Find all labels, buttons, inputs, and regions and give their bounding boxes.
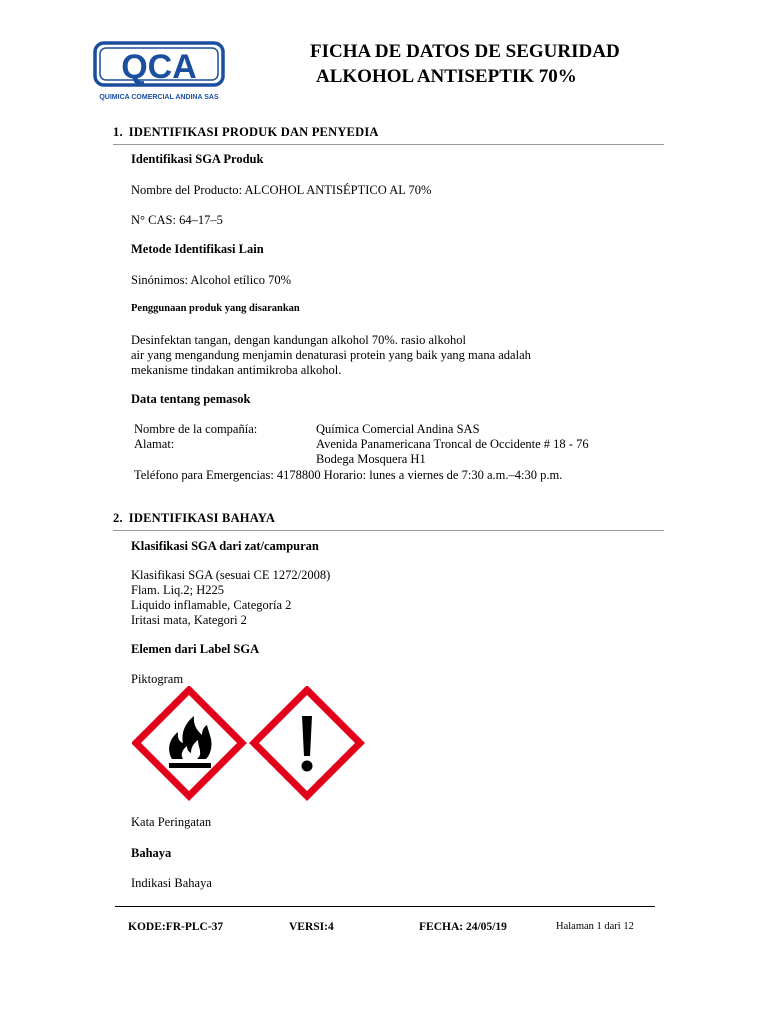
section-2-heading [113, 511, 664, 531]
pictograms [132, 686, 372, 802]
classification-line: Liquido inflamable, Categoría 2 [131, 598, 292, 612]
classification-line: Flam. Liq.2; H225 [131, 583, 225, 597]
sga-identification-heading: Identifikasi SGA Produk [131, 152, 264, 166]
address-line-1: Avenida Panamericana Troncal de Occidente # 18 - 76 [316, 437, 589, 451]
signal-word-label: Kata Peringatan [131, 815, 212, 829]
pictogram-label: Piktogram [131, 672, 184, 686]
cas-number: N° CAS: 64–17–5 [131, 213, 223, 227]
label-elements-heading: Elemen dari Label SGA [131, 642, 260, 656]
logo-text: QCA [121, 48, 197, 86]
product-name: Nombre del Producto: ALCOHOL ANTISÉPTICO AL 70% [131, 183, 432, 197]
recommended-use-line: Desinfektan tangan, dengan kandungan alkohol 70%. rasio alkohol [131, 333, 466, 347]
page-number: Halaman 1 dari 12 [556, 921, 634, 932]
section-1-heading [113, 125, 664, 145]
company-value: Química Comercial Andina SAS [316, 422, 480, 436]
document-version: VERSI:4 [289, 921, 334, 933]
hazard-statements-label: Indikasi Bahaya [131, 876, 212, 890]
recommended-use-line: air yang mengandung menjamin denaturasi protein yang baik yang mana adalah [131, 348, 531, 362]
flame-icon [136, 690, 242, 796]
document-title: FICHA DE DATOS DE SEGURIDAD [310, 41, 620, 62]
section-1-title: IDENTIFIKASI PRODUK DAN PENYEDIA [128, 125, 379, 139]
signal-word: Bahaya [131, 846, 172, 860]
classification-line: Klasifikasi SGA (sesuai CE 1272/2008) [131, 568, 331, 582]
footer-divider [115, 906, 655, 907]
supplier-heading: Data tentang pemasok [131, 392, 251, 406]
company-label: Nombre de la compañía: [134, 422, 258, 436]
recommended-use-line: mekanisme tindakan antimikroba alkohol. [131, 363, 342, 377]
address-line-2: Bodega Mosquera H1 [316, 452, 426, 466]
recommended-use-heading: Penggunaan produk yang disarankan [131, 303, 300, 314]
other-identification-heading: Metode Identifikasi Lain [131, 242, 264, 256]
section-2-number: 2. [113, 511, 123, 525]
section-2-title: IDENTIFIKASI BAHAYA [128, 511, 276, 525]
document-date: FECHA: 24/05/19 [419, 921, 507, 933]
company-logo [93, 40, 225, 104]
product-title: ALKOHOL ANTISEPTIK 70% [316, 66, 577, 87]
classification-line: Iritasi mata, Kategori 2 [131, 613, 247, 627]
document-code: KODE:FR-PLC-37 [128, 921, 224, 933]
address-label: Alamat: [134, 437, 175, 451]
emergency-phone: Teléfono para Emergencias: 4178800 Horario: lunes a viernes de 7:30 a.m.–4:30 p.m. [134, 468, 563, 482]
classification-heading: Klasifikasi SGA dari zat/campuran [131, 539, 319, 553]
logo-subtitle: QUIMICA COMERCIAL ANDINA SAS [99, 94, 219, 101]
exclamation-icon [254, 690, 360, 796]
section-1-number: 1. [113, 125, 123, 139]
synonyms: Sinónimos: Alcohol etílico 70% [131, 273, 292, 287]
